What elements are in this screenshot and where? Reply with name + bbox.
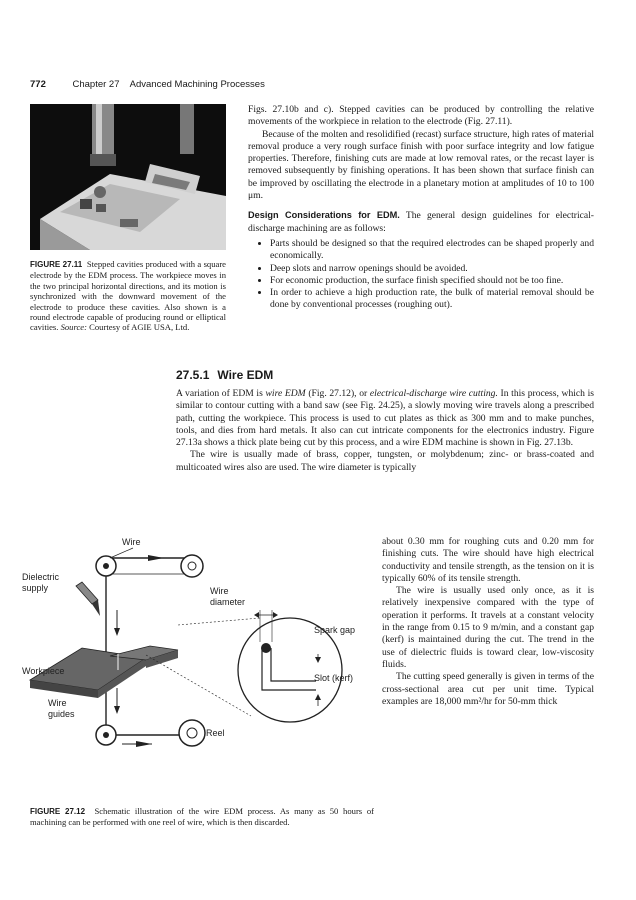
right-column bbox=[248, 104, 594, 312]
figure-27-11-photo bbox=[30, 104, 226, 250]
figure-27-12-caption: FIGURE 27.12 Schematic illustration of the wire EDM process. As many as 50 hours of machining can be performed with one reel of wire, which is then discarded. bbox=[30, 806, 375, 828]
label-wire-diameter-1: Wire bbox=[210, 586, 229, 596]
chapter-title: Advanced Machining Processes bbox=[129, 79, 265, 90]
narrow-column bbox=[382, 536, 594, 708]
section-body bbox=[176, 388, 594, 474]
figure-27-11-caption-block bbox=[30, 259, 226, 333]
source-text: Courtesy of AGIE USA, Ltd. bbox=[89, 322, 190, 333]
label-workpiece: Workpiece bbox=[22, 666, 65, 676]
section-heading bbox=[176, 368, 273, 382]
page-number: 772 bbox=[30, 79, 46, 90]
paragraph: A variation of EDM is wire EDM (Fig. 27.12), or electrical-discharge wire cutting. In this process, which is similar to contour cutting with a band saw (see Fig. 24.25), a slowly moving wire travels along a prescribed path, cutting the workpiece. This process is used to cut plates as thick as 300 mm and to make punches, tools, and dies from hard metals. It also can cut intricate components for the electronics industry. Figure 27.13a shows a thick plate being cut by this process, and a wire EDM machine is shown in Fig. 27.13b. bbox=[176, 388, 595, 449]
design-considerations: Design Considerations for EDM. The general design guidelines for electrical-discharge machining are as follows: bbox=[248, 210, 594, 234]
figure-27-11-caption: FIGURE 27.11 Stepped cavities produced with a square electrode by the EDM process. The workpiece moves in the two principal horizontal directions, and its motion is synchronized with the downward movement of the electrode to produce these cavities. Also shown is a round electrode capable of producing round or elliptical cavities. Source: Courtesy of AGIE USA, Ltd. bbox=[30, 259, 226, 333]
running-header bbox=[30, 79, 265, 90]
guideline-list bbox=[248, 238, 594, 312]
label-wire-diameter-2: diameter bbox=[210, 597, 246, 607]
label-slot-kerf: Slot (kerf) bbox=[314, 673, 354, 683]
label-spark-gap: Spark gap bbox=[314, 625, 356, 635]
label-reel: Reel bbox=[206, 728, 225, 738]
label-wire-guides-2: guides bbox=[48, 709, 75, 719]
paragraph: The wire is usually used only once, as it is relatively inexpensive compared with the type of operation it performs. It travels at a constant velocity in the range from 0.15 to 9 m/min, and a constant gap (kerf) is maintained during the cut. The trend in the use of dielectric fluids is toward clear, low-viscosity fluids. bbox=[382, 585, 594, 670]
list-item: • Deep slots and narrow openings should be avoided. bbox=[270, 263, 594, 275]
list-item: • For economic production, the surface finish specified should not be too fine. bbox=[270, 275, 594, 287]
label-wire: Wire bbox=[122, 537, 141, 547]
chapter-label: Chapter 27 bbox=[72, 79, 120, 90]
list-item: • In order to achieve a high production rate, the bulk of material removal should be done by conventional processes (roughing out). bbox=[270, 287, 594, 312]
figure-27-12-caption-block bbox=[30, 806, 374, 828]
section-title: Wire EDM bbox=[217, 368, 274, 382]
figure-27-12-diagram bbox=[18, 530, 378, 795]
paragraph: The cutting speed generally is given in terms of the cross-sectional area cut per unit time. Typical examples are 18,000 mm²/hr for 50-mm thick bbox=[382, 671, 594, 707]
source-label: Source: bbox=[60, 322, 87, 333]
label-dielectric: Dielectric bbox=[22, 572, 60, 582]
figure-label: FIGURE 27.12 bbox=[30, 807, 86, 816]
figure-label: FIGURE 27.11 bbox=[30, 260, 83, 269]
paragraph: Because of the molten and resolidified (recast) surface structure, high rates of material removal produce a very rough surface finish with poor surface integrity and low fatigue properties. Therefore, finishing cuts are made at low removal rates, or the recast layer is removed subsequently by finishing operations. It has been shown that surface finish can be improved by oscillating the electrode in a planetary motion at amplitudes of 10 to 100 μm. bbox=[248, 128, 594, 202]
subheading: Design Considerations for EDM. bbox=[248, 210, 400, 221]
paragraph: about 0.30 mm for roughing cuts and 0.20 mm for finishing cuts. The wire should have high electrical conductivity and tensile strength, as the tension on it is typically 60% of its tensile strength. bbox=[382, 536, 594, 584]
section-number: 27.5.1 bbox=[176, 368, 210, 382]
paragraph: Figs. 27.10b and c). Stepped cavities can be produced by controlling the relative movements of the workpiece in relation to the electrode (Fig. 27.11). bbox=[248, 104, 594, 128]
label-supply: supply bbox=[22, 583, 49, 593]
paragraph: The wire is usually made of brass, copper, tungsten, or molybdenum; zinc- or brass-coated and multicoated wires also are used. The wire diameter is typically bbox=[176, 449, 594, 473]
label-wire-guides-1: Wire bbox=[48, 698, 67, 708]
list-item: • Parts should be designed so that the required electrodes can be shaped properly and economically. bbox=[270, 238, 594, 263]
